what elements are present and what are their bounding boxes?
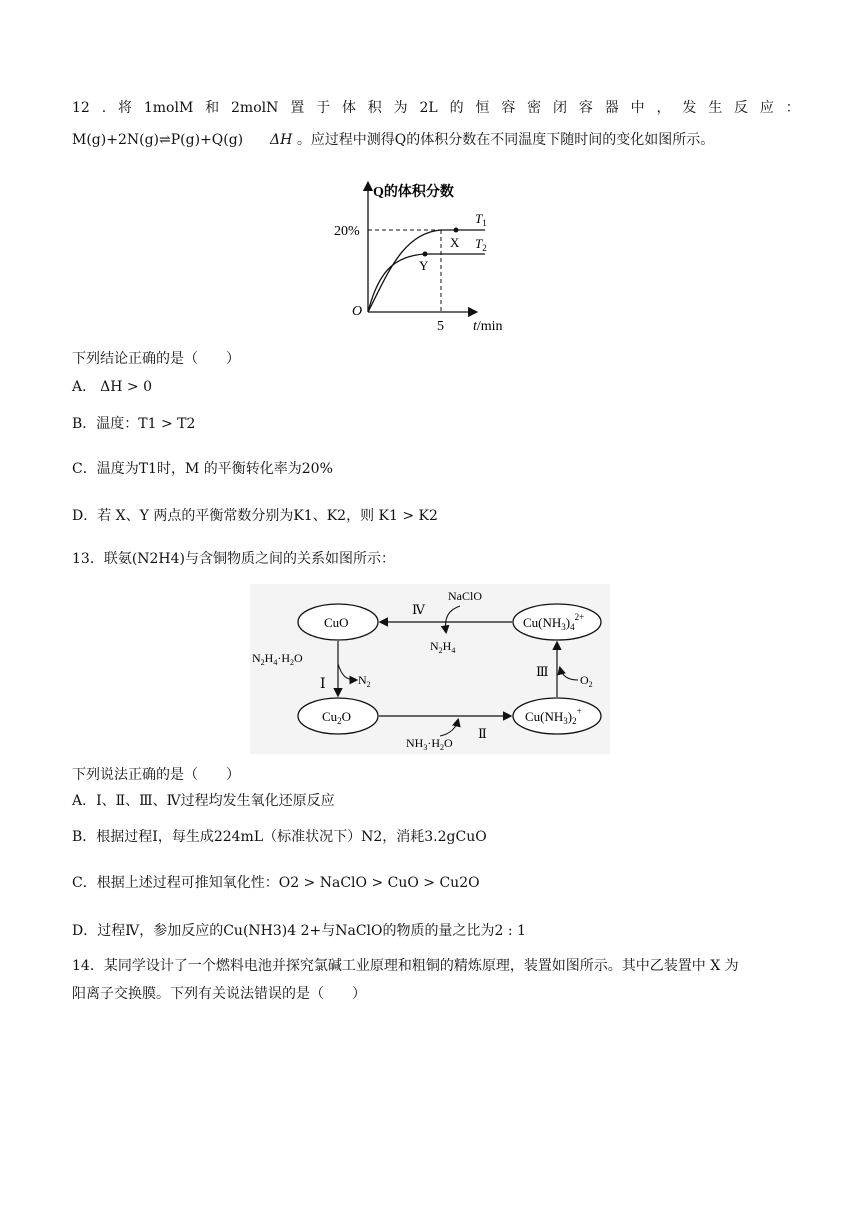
step3-label: Ⅲ <box>536 664 549 679</box>
q12-label-x: X <box>450 235 460 250</box>
q12-word: 器 <box>604 100 619 116</box>
q12-word: 积 <box>367 100 382 116</box>
node-cunh3-2-label: $Cu(NH_3)_2^+$ <box>525 706 582 726</box>
q12-prompt: 下列结论正确的是（ ） <box>72 351 240 367</box>
q12-delta-h: ΔH <box>270 132 293 148</box>
reagent-n2: $N_2$ <box>358 673 371 689</box>
q13-prompt: 下列说法正确的是（ ） <box>72 767 240 783</box>
q12-word: 发 <box>682 100 697 116</box>
q12-word: 应 <box>759 100 774 116</box>
q12-word: 2L <box>419 100 438 116</box>
reagent-o2: $O_2$ <box>580 673 593 689</box>
reagent-n2h4h2o: $N_2H_4\cdot H_2O$ <box>252 651 303 667</box>
q12-ylabel: Q的体积分数 <box>373 185 454 200</box>
q12-word: 反 <box>734 100 749 116</box>
q13-diagram <box>250 584 610 754</box>
q12-label-t2: $T_2$ <box>475 236 487 253</box>
q12-word: 为 <box>393 100 408 116</box>
q12-word: 恒 <box>475 100 490 116</box>
q12-word: 置 <box>290 100 305 116</box>
q13-stem: 13．联氨(N2H4)与含铜物质之间的关系如图所示： <box>72 551 396 567</box>
reagent-nh3h2o: $NH_3\cdot H_2O$ <box>406 736 453 752</box>
q13-option-c[interactable]: C．根据上述过程可推知氧化性：O2 > NaClO > CuO > Cu2O <box>72 875 480 891</box>
step1-label: Ⅰ <box>320 677 326 692</box>
q12-option-c[interactable]: C．温度为T1时，M 的平衡转化率为20% <box>72 461 333 477</box>
node-cuo-label: CuO <box>324 615 349 630</box>
q12-stem-rest: 。应过程中测得Q的体积分数在不同温度下随时间的变化如图所示。 <box>296 132 715 148</box>
q12-stem-line1 <box>72 97 800 119</box>
q14-stem-line1: 14．某同学设计了一个燃料电池并探究氯碱工业原理和粗铜的精炼原理，装置如图所示。其中乙装置中 X 为 <box>72 958 739 974</box>
q12-word: 容 <box>501 100 516 116</box>
q12-point-y <box>423 252 428 257</box>
q12-word: . <box>101 100 107 116</box>
q12-word: 容 <box>578 100 593 116</box>
q12-origin: O <box>352 304 363 319</box>
q12-word: 1molM <box>143 100 194 116</box>
q12-word: 的 <box>449 100 464 116</box>
q12-word: 生 <box>708 100 723 116</box>
q14-stem-line2: 阳离子交换膜。下列有关说法错误的是（ ） <box>72 986 366 1002</box>
step4-label: Ⅳ <box>412 602 425 617</box>
q12-word: 于 <box>316 100 331 116</box>
q12-word: 2molN <box>231 100 279 116</box>
q12-word: 体 <box>341 100 356 116</box>
reagent-nacl o: NaClO <box>448 589 482 603</box>
q12-chart <box>333 178 523 338</box>
q12-stem-line2 <box>72 129 800 151</box>
q12-word: 12 <box>72 100 90 116</box>
node-cunh3-4-label: $Cu(NH_3)_4^{2+}$ <box>523 612 585 632</box>
q12-word: ： <box>785 100 800 116</box>
reagent-n2h4: $N_2H_4$ <box>430 639 456 655</box>
q12-xlabel: t/min <box>473 319 503 334</box>
q12-word: 中 <box>630 100 645 116</box>
q12-word: 闭 <box>553 100 568 116</box>
q12-equation: M(g)+2N(g)⇌P(g)+Q(g) <box>72 132 244 148</box>
q13-option-d[interactable]: D．过程Ⅳ，参加反应的Cu(NH3)4 2+与NaClO的物质的量之比为2 : 1 <box>72 923 526 939</box>
q12-point-x <box>454 228 459 233</box>
q12-word: 将 <box>118 100 132 116</box>
q12-word: 和 <box>205 100 220 116</box>
q12-word: ， <box>656 100 671 116</box>
q12-y-tick: 20% <box>334 224 360 239</box>
q12-option-d[interactable]: D．若 X、Y 两点的平衡常数分别为K1、K2，则 K1 > K2 <box>72 508 438 524</box>
q12-label-y: Y <box>419 258 429 273</box>
q13-option-a[interactable]: A．Ⅰ、Ⅱ、Ⅲ、Ⅳ过程均发生氧化还原反应 <box>72 793 335 809</box>
q12-label-t1: $T_1$ <box>475 211 487 228</box>
q12-x-tick: 5 <box>437 319 444 334</box>
q13-option-b[interactable]: B．根据过程Ⅰ，每生成224mL（标准状况下）N2，消耗3.2gCuO <box>72 829 487 845</box>
q12-option-b[interactable]: B．温度：T1 > T2 <box>72 416 196 432</box>
step2-label: Ⅱ <box>478 726 487 741</box>
q12-option-a[interactable]: A． ΔH > 0 <box>72 379 152 395</box>
q12-word: 密 <box>527 100 542 116</box>
node-cu2o-label: $Cu_2O$ <box>322 709 352 726</box>
